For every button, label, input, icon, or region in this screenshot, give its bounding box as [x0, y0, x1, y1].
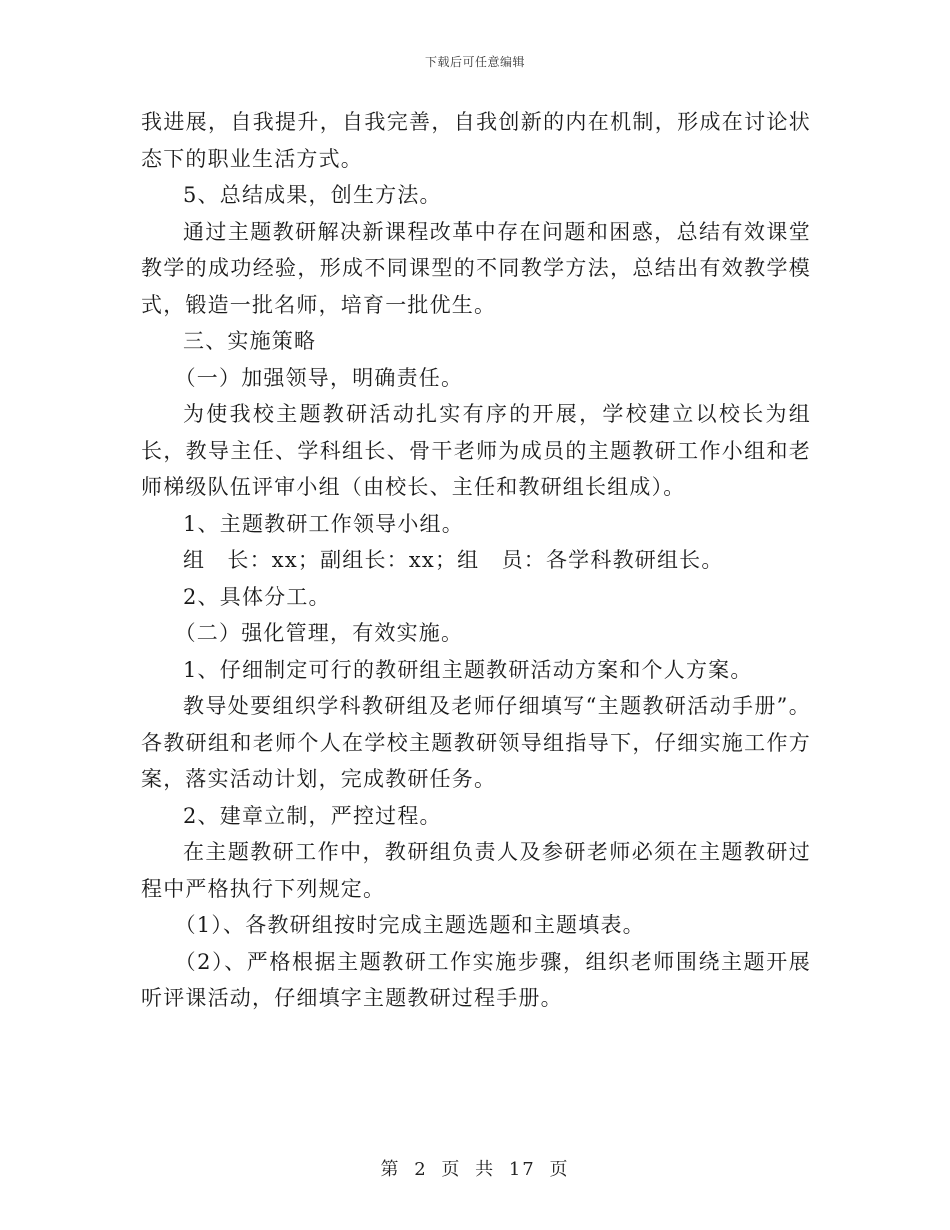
paragraph-7: 1、主题教研工作领导小组。 [183, 511, 464, 536]
page-header: 下载后可任意编辑 [424, 55, 525, 69]
paragraph-16: （2）、严格根据主题教研工作实施步骤，组织老师围绕主题开展听评课活动，仔细填字主题教研过程手册。 [141, 949, 811, 1010]
paragraph-1: 我进展，自我提升，自我完善，自我创新的内在机制，形成在讨论状态下的职业生活方式。 [141, 110, 811, 171]
paragraph-14: 在主题教研工作中，教研组负责人及参研老师必须在主题教研过程中严格执行下列规定。 [141, 840, 811, 901]
paragraph-6: 为使我校主题教研活动扎实有序的开展，学校建立以校长为组长，教导主任、学科组长、骨干老师为成员的主题教研工作小组和老师梯级队伍评审小组（由校长、主任和教研组长组成）。 [141, 402, 811, 499]
paragraph-8: 组 长：xx；副组长：xx；组 员：各学科教研组长。 [183, 548, 724, 572]
paragraph-11: 1、仔细制定可行的教研组主题教研活动方案和个人方案。 [183, 657, 753, 682]
paragraph-9: 2、具体分工。 [183, 584, 331, 609]
section-heading-3: 三、实施策略 [183, 329, 317, 353]
paragraph-2: 5、总结成果，创生方法。 [183, 183, 442, 207]
paragraph-13: 2、建章立制，严控过程。 [183, 803, 442, 828]
document-body [141, 104, 811, 1017]
paragraph-12: 教导处要组织学科教研组及老师仔细填写“主题教研活动手册”。各教研组和老师个人在学校主题教研领导组指导下，仔细实施工作方案，落实活动计划，完成教研任务。 [141, 694, 811, 791]
page-number-footer: 第 2 页 共 17 页 [380, 1159, 570, 1180]
subsection-heading-1: （一）加强领导，明确责任。 [174, 365, 464, 390]
paragraph-3: 通过主题教研解决新课程改革中存在问题和困惑，总结有效课堂教学的成功经验，形成不同课型的不同教学方法，总结出有效教学模式，锻造一批名师，培育一批优生。 [141, 219, 811, 317]
paragraph-15: （1）、各教研组按时完成主题选题和主题填表。 [174, 913, 645, 937]
subsection-heading-2: （二）强化管理，有效实施。 [174, 621, 464, 645]
